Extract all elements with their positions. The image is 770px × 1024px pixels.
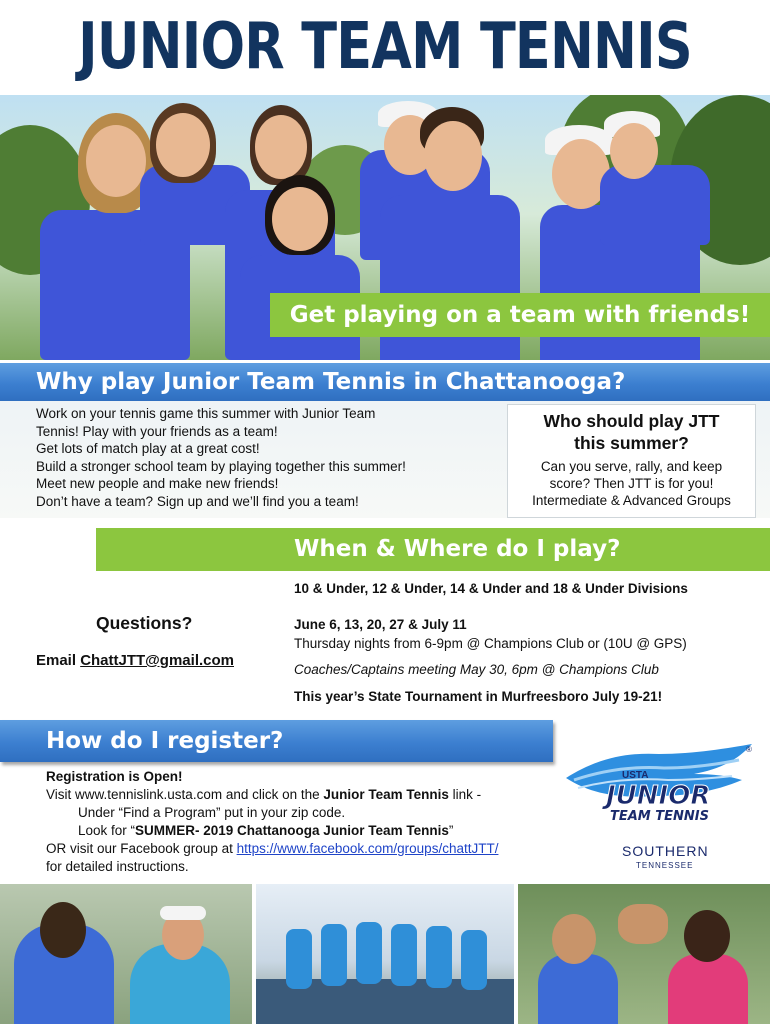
when-heading-bar: [96, 528, 770, 571]
who-title-line: Who should play JTT: [543, 411, 720, 431]
email-label: Email: [36, 652, 81, 669]
register-look-line: [78, 822, 453, 840]
logo-southern-text: SOUTHERN: [622, 843, 709, 859]
hero-banner: [270, 293, 770, 337]
state-tournament-text: This year’s State Tournament in Murfreesboro July 19-21!: [294, 689, 663, 704]
why-item: Tennis! Play with your friends as a team!: [36, 423, 278, 439]
logo-tennessee-text: TENNESSEE: [636, 861, 694, 870]
meeting-text: Coaches/Captains meeting May 30, 6pm @ Champions Club: [294, 662, 659, 677]
photo-team-celebration: [256, 884, 514, 1024]
questions-label: Questions?: [96, 613, 193, 633]
visit-text-end: link -: [448, 787, 482, 802]
email-line: [36, 652, 234, 669]
why-heading-bar: [0, 363, 770, 401]
or-text: OR visit our Facebook group at: [46, 841, 237, 856]
logo-graphic: [564, 740, 754, 880]
photo-tennis-players: [0, 884, 252, 1024]
usta-jtt-logo: [564, 740, 754, 880]
who-body: [507, 458, 756, 509]
dates-text: June 6, 13, 20, 27 & July 11: [294, 617, 467, 632]
visit-text: Visit www.tennislink.usta.com and click on the: [46, 787, 324, 802]
when-heading: When & Where do I play?: [294, 536, 621, 562]
why-heading: Why play Junior Team Tennis in Chattanooga?: [36, 369, 626, 395]
why-item: Get lots of match play at a great cost!: [36, 441, 260, 456]
why-item: Don’t have a team? Sign up and we’ll find you a team!: [36, 493, 359, 509]
why-item: Meet new people and make new friends!: [36, 476, 279, 491]
register-visit-line: [46, 786, 481, 804]
page-title: JUNIOR TEAM TENNIS: [78, 10, 692, 84]
divisions-text: 10 & Under, 12 & Under, 14 & Under and 18 & Under Divisions: [294, 581, 688, 596]
why-item: Work on your tennis game this summer with Junior Team: [36, 406, 376, 421]
nights-text: Thursday nights from 6-9pm @ Champions Club or (10U @ GPS): [294, 636, 687, 651]
who-title-line: this summer?: [574, 433, 689, 453]
photo-kids-high-five: [518, 884, 770, 1024]
register-or-line: [46, 840, 498, 858]
hero-photo: [0, 95, 770, 360]
look-bold-text: SUMMER- 2019 Chattanooga Junior Team Tennis: [135, 823, 449, 838]
who-body-line: Intermediate & Advanced Groups: [532, 493, 731, 508]
logo-registered-mark: ®: [746, 745, 752, 754]
facebook-group-link[interactable]: https://www.facebook.com/groups/chattJTT/: [236, 841, 499, 856]
logo-usta-text: USTA: [622, 770, 649, 781]
who-body-line: score? Then JTT is for you!: [549, 476, 714, 491]
logo-team-tennis-text: TEAM TENNIS: [610, 809, 709, 824]
register-find-line: Under “Find a Program” put in your zip code.: [78, 805, 346, 820]
hero-banner-text: Get playing on a team with friends!: [289, 302, 751, 328]
why-item: Build a stronger school team by playing together this summer!: [36, 458, 406, 474]
who-body-line: Can you serve, rally, and keep: [540, 459, 723, 474]
who-title: [507, 410, 756, 454]
register-heading: How do I register?: [46, 728, 284, 754]
registration-open: Registration is Open!: [46, 769, 183, 784]
email-link[interactable]: ChattJTT@gmail.com: [80, 652, 234, 669]
look-text: Look for “: [78, 823, 136, 838]
register-detail-line: for detailed instructions.: [46, 859, 189, 874]
logo-junior-text: JUNIOR: [606, 781, 711, 811]
look-text-end: ”: [448, 823, 454, 838]
why-list: [36, 405, 506, 510]
visit-bold-text: Junior Team Tennis: [323, 787, 449, 802]
register-heading-bar: [0, 720, 553, 762]
